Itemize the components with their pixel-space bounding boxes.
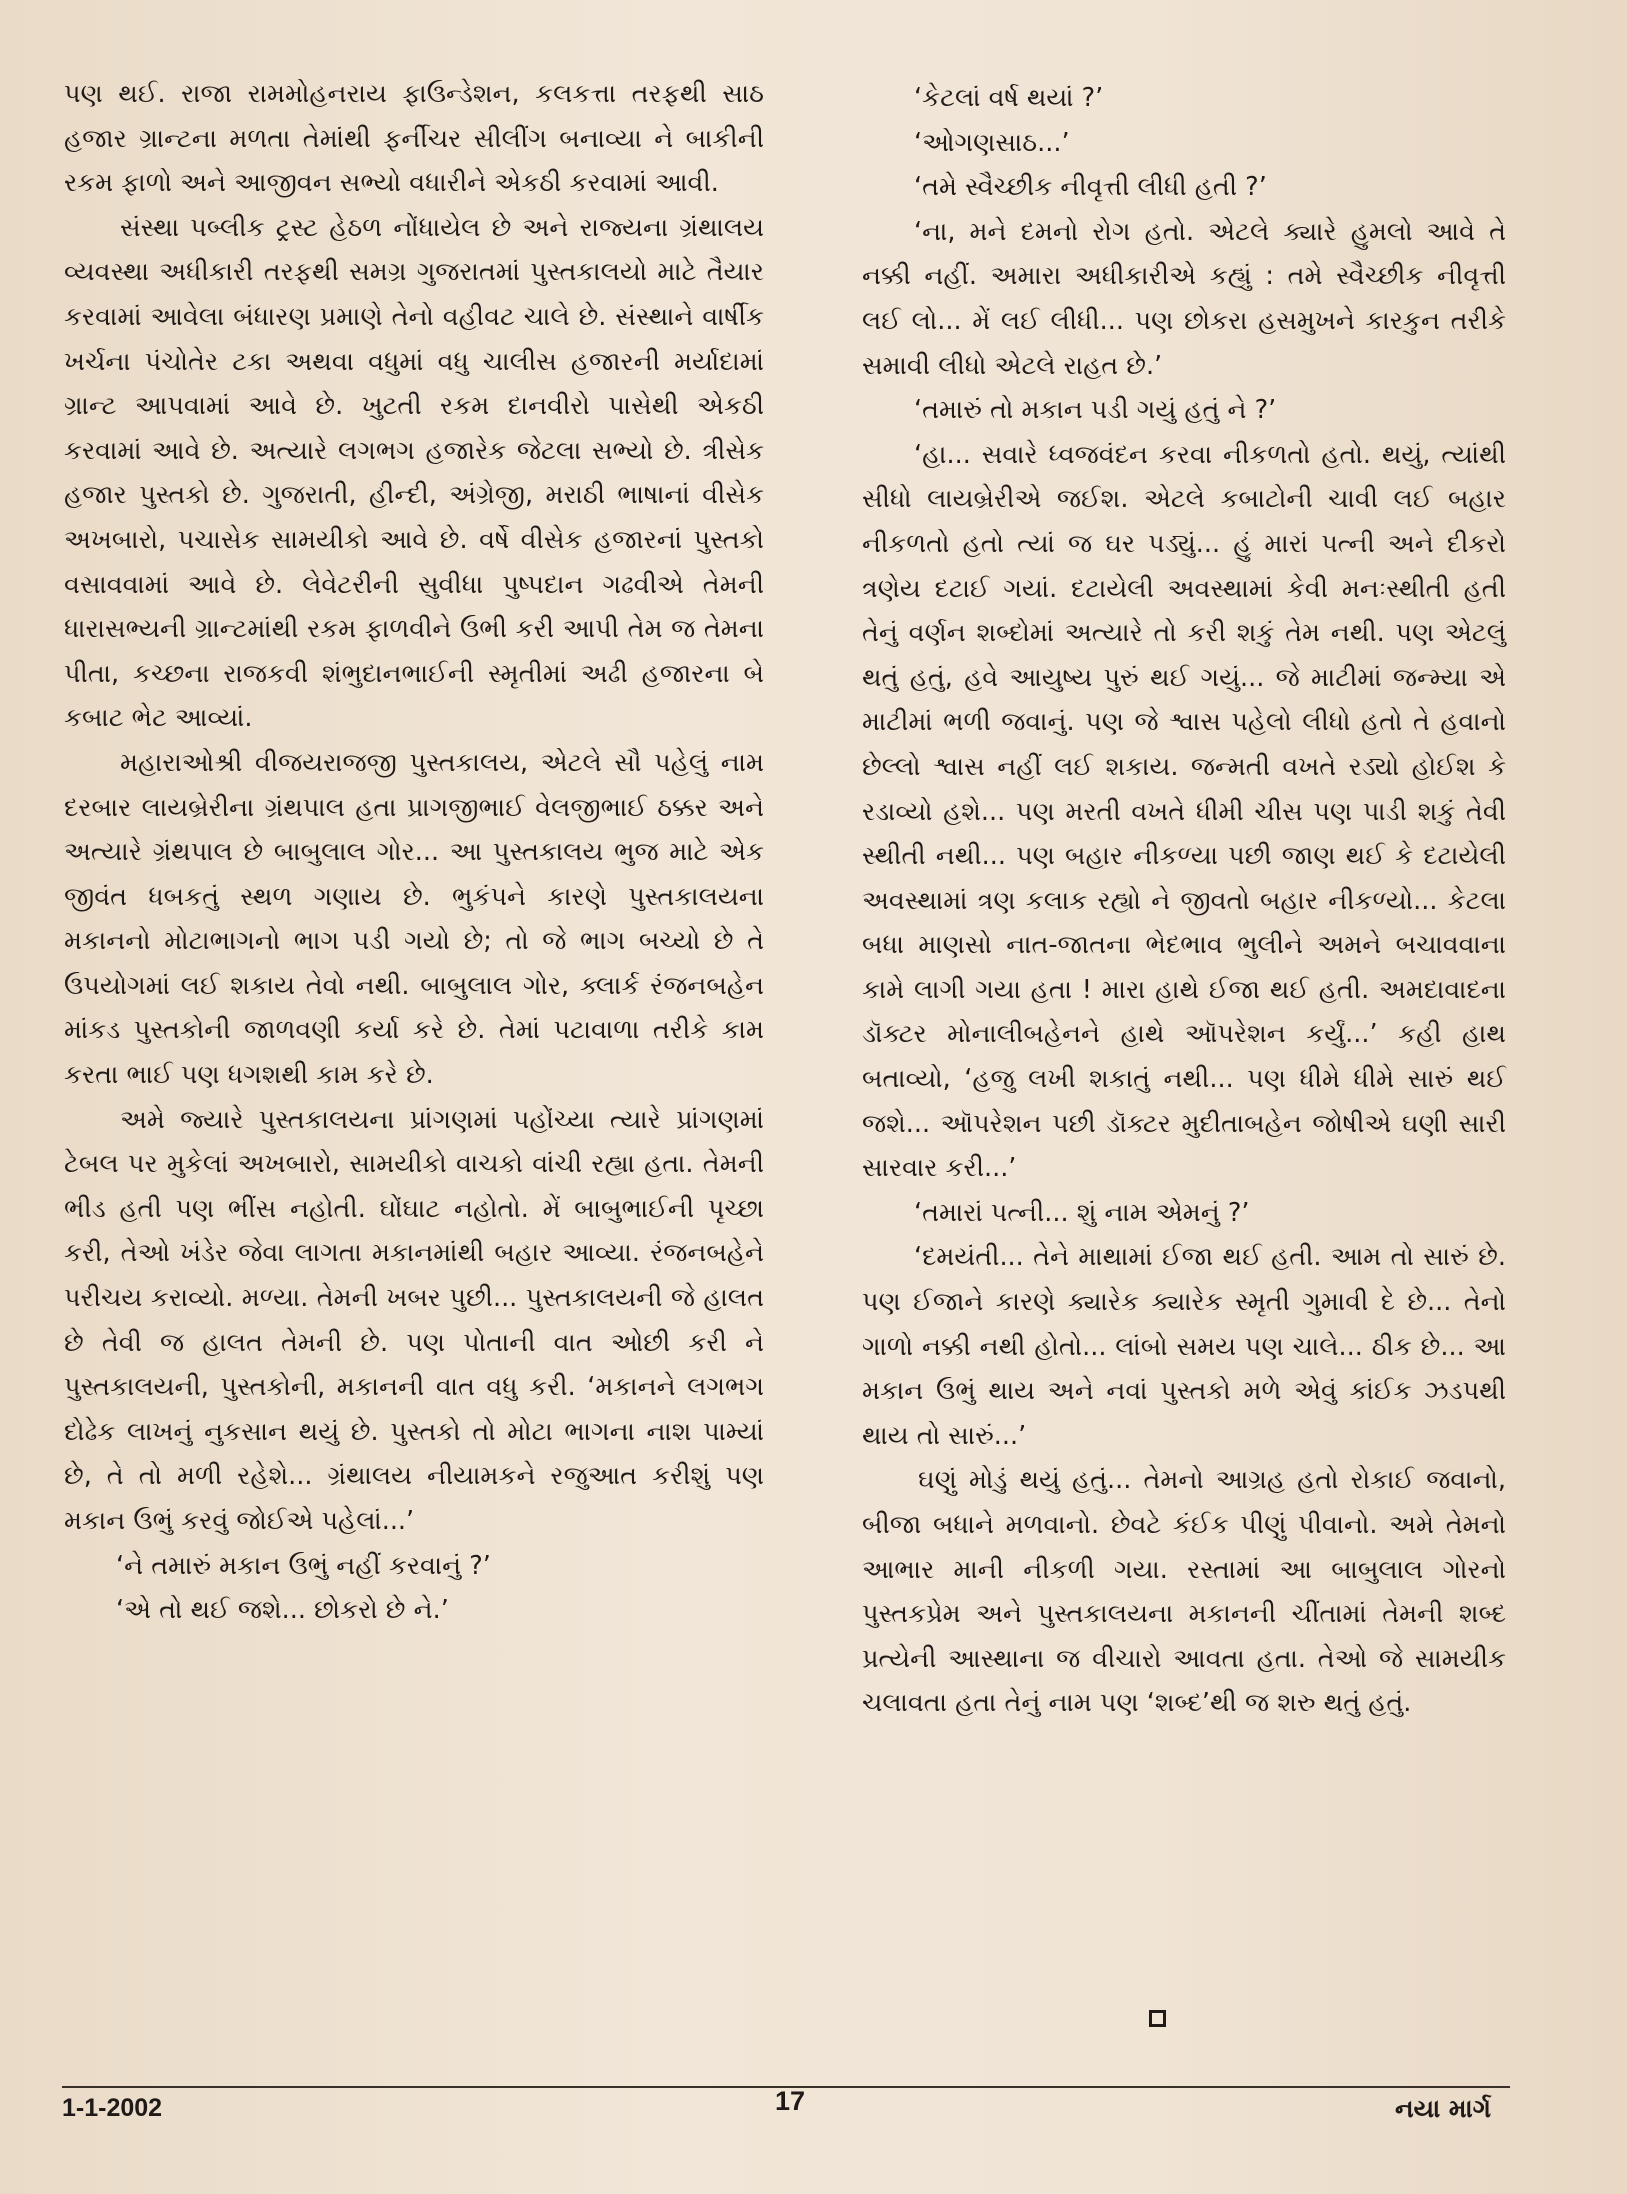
right-column [862, 76, 1506, 1726]
issue-date: 1-1-2002 [62, 2094, 163, 2122]
paragraph: સંસ્થા પબ્લીક ટ્રસ્ટ હેઠળ નોંધાયેલ છે અને રાજ્યના ગ્રંથાલય વ્યવસ્થા અધીકારી તરફથી સમગ્ર ગુજરાતમાં પુસ્તકાલયો માટે તૈયાર કરવામાં આવેલા બંધારણ પ્રમાણે તેનો વહીવટ ચાલે છે. સંસ્થાને વાર્ષીક ખર્ચના પંચોતેર ટકા અથવા વધુમાં વધુ ચાલીસ હજારની મર્યાદામાં ગ્રાન્ટ આપવામાં આવે છે. ખુટતી રકમ દાનવીરો પાસેથી એકઠી કરવામાં આવે છે. અત્યારે લગભગ હજારેક જેટલા સભ્યો છે. ત્રીસેક હજાર પુસ્તકો છે. ગુજરાતી, હીન્દી, અંગ્રેજી, મરાઠી ભાષાનાં વીસેક અખબારો, પચાસેક સામયીકો આવે છે. વર્ષે વીસેક હજારનાં પુસ્તકો વસાવવામાં આવે છે. લેવેટરીની સુવીધા પુષ્પદાન ગઢવીએ તેમની ધારાસભ્યની ગ્રાન્ટમાંથી રકમ ફાળવીને ઉભી કરી આપી તેમ જ તેમના પીતા, કચ્છના રાજકવી શંભુદાનભાઈની સ્મૃતીમાં અઢી હજારના બે કબાટ ભેટ આવ્યાં. [64, 212, 764, 734]
left-column [64, 72, 764, 1633]
paragraph: અમે જ્યારે પુસ્તકાલયના પ્રાંગણમાં પહોંચ્યા ત્યારે પ્રાંગણમાં ટેબલ પર મુકેલાં અખબારો, સામયીકો વાચકો વાંચી રહ્યા હતા. તેમની ભીડ હતી પણ ભીંસ નહોતી. ઘોંઘાટ નહોતો. મેં બાબુભાઈની પૃચ્છા કરી, તેઓ ખંડેર જેવા લાગતા મકાનમાંથી બહાર આવ્યા. રંજનબહેને પરીચય કરાવ્યો. મળ્યા. તેમની ખબર પુછી... પુસ્તકાલયની જે હાલત છે તેવી જ હાલત તેમની છે. પણ પોતાની વાત ઓછી કરી ને પુસ્તકાલયની, પુસ્તકોની, મકાનની વાત વધુ કરી. ‘મકાનને લગભગ દોઢેક લાખનું નુકસાન થયું છે. પુસ્તકો તો મોટા ભાગના નાશ પામ્યાં છે, તે તો મળી રહેશે... ગ્રંથાલય નીયામકને રજુઆત કરીશું પણ મકાન ઉભું કરવું જોઈએ પહેલાં...’ [64, 1104, 764, 1536]
page-number: 17 [775, 2086, 806, 2116]
dialogue-line: ‘હા... સવારે ધ્વજવંદન કરવા નીકળતો હતો. થયું, ત્યાંથી સીધો લાયબ્રેરીએ જઈશ. એટલે કબાટોની ચાવી લઈ બહાર નીકળતો હતો ત્યાં જ ઘર પડ્યું... હું મારાં પત્ની અને દીકરો ત્રણેય દટાઈ ગયાં. દટાયેલી અવસ્થામાં કેવી મનઃસ્થીતી હતી તેનું વર્ણન શબ્દોમાં અત્યારે તો કરી શકું તેમ નથી. પણ એટલું થતું હતું, હવે આયુષ્ય પુરું થઈ ગયું... જે માટીમાં જન્મ્યા એ માટીમાં ભળી જવાનું. પણ જે શ્વાસ પહેલો લીધો હતો તે હવાનો છેલ્લો શ્વાસ નહીં લઈ શકાય. જન્મતી વખતે રડ્યો હોઈશ કે રડાવ્યો હશે... પણ મરતી વખતે ધીમી ચીસ પણ પાડી શકું તેવી સ્થીતી નથી... પણ બહાર નીકળ્યા પછી જાણ થઈ કે દટાયેલી અવસ્થામાં ત્રણ કલાક રહ્યો ને જીવતો બહાર નીકળ્યો... કેટલા બધા માણસો નાત-જાતના ભેદભાવ ભુલીને અમને બચાવવાના કામે લાગી ગયા હતા ! મારા હાથે ઈજા થઈ હતી. અમદાવાદના ડૉક્ટર મોનાલીબહેનને હાથે ઑપરેશન કર્યું...’ કહી હાથ બતાવ્યો, ‘હજુ લખી શકાતું નથી... પણ ધીમે ધીમે સારું થઈ જશે... ઑપરેશન પછી ડૉક્ટર મુદીતાબહેન જોષીએ ઘણી સારી સારવાર કરી...’ [862, 439, 1506, 1184]
dialogue-line: ‘કેટલાં વર્ષ થયાં ?’ [914, 83, 1104, 113]
paragraph: ઘણું મોડું થયું હતું... તેમનો આગ્રહ હતો રોકાઈ જવાનો, બીજા બધાને મળવાનો. છેવટે કંઈક પીણું પીવાનો. અમે તેમનો આભાર માની નીકળી ગયા. રસ્તામાં આ બાબુલાલ ગોરનો પુસ્તકપ્રેમ અને પુસ્તકાલયના મકાનની ચીંતામાં તેમની શબ્દ પ્રત્યેની આસ્થાના જ વીચારો આવતા હતા. તેઓ જે સામયીક ચલાવતા હતા તેનું નામ પણ ‘શબ્દ’થી જ શરુ થતું હતું. [862, 1465, 1506, 1719]
dialogue-line: ‘ને તમારું મકાન ઉભું નહીં કરવાનું ?’ [116, 1550, 491, 1581]
end-of-article-square-icon [1149, 2010, 1166, 2027]
dialogue-line: ‘ના, મને દમનો રોગ હતો. એટલે ક્યારે હુમલો આવે તે નક્કી નહીં. અમારા અધીકારીએ કહ્યું : તમે સ્વૈચ્છીક નીવૃત્તી લઈ લો... મેં લઈ લીધી... પણ છોકરા હસમુખને કારકુન તરીકે સમાવી લીધો એટલે રાહત છે.’ [862, 216, 1506, 381]
publication-name: નયા માર્ગ [1395, 2094, 1491, 2123]
page-footer [0, 2086, 1627, 2132]
dialogue-line: ‘તમારાં પત્ની... શું નામ એમનું ?’ [914, 1197, 1250, 1228]
dialogue-line: ‘તમારું તો મકાન પડી ગયું હતું ને ?’ [914, 395, 1277, 426]
paragraph: મહારાઓશ્રી વીજયરાજજી પુસ્તકાલય, એટલે સૌ પહેલું નામ દરબાર લાયબ્રેરીના ગ્રંથપાલ હતા પ્રાગજીભાઈ વેલજીભાઈ ઠક્કર અને અત્યારે ગ્રંથપાલ છે બાબુલાલ ગોર... આ પુસ્તકાલય ભુજ માટે એક જીવંત ધબકતું સ્થળ ગણાય છે. ભુકંપને કારણે પુસ્તકાલયના મકાનનો મોટાભાગનો ભાગ પડી ગયો છે; તો જે ભાગ બચ્યો છે તે ઉપયોગમાં લઈ શકાય તેવો નથી. બાબુલાલ ગોર, ક્લાર્ક રંજનબહેન માંકડ પુસ્તકોની જાળવણી કર્યા કરે છે. તેમાં પટાવાળા તરીકે કામ કરતા ભાઈ પણ ધગશથી કામ કરે છે. [64, 747, 764, 1091]
dialogue-line: ‘ઓગણસાઠ...’ [914, 127, 1070, 158]
dialogue-line: ‘તમે સ્વૈચ્છીક નીવૃત્તી લીધી હતી ?’ [914, 172, 1267, 203]
dialogue-line: ‘એ તો થઈ જશે... છોકરો છે ને.’ [116, 1595, 449, 1626]
dialogue-line: ‘દમયંતી... તેને માથામાં ઈજા થઈ હતી. આમ તો સારું છે. પણ ઈજાને કારણે ક્યારેક ક્યારેક સ્મૃતી ગુમાવી દે છે... તેનો ગાળો નક્કી નથી હોતો... લાંબો સમય પણ ચાલે... ઠીક છે... આ મકાન ઉભું થાય અને નવાં પુસ્તકો મળે એવું કાંઈક ઝડપથી થાય તો સારું...’ [862, 1242, 1506, 1451]
paragraph: પણ થઈ. રાજા રામમોહનરાય ફાઉન્ડેશન, કલકત્તા તરફથી સાઠ હજાર ગ્રાન્ટના મળતા તેમાંથી ફર્નીચર સીલીંગ બનાવ્યા ને બાકીની રકમ ફાળો અને આજીવન સભ્યો વધારીને એકઠી કરવામાં આવી. [64, 79, 764, 199]
